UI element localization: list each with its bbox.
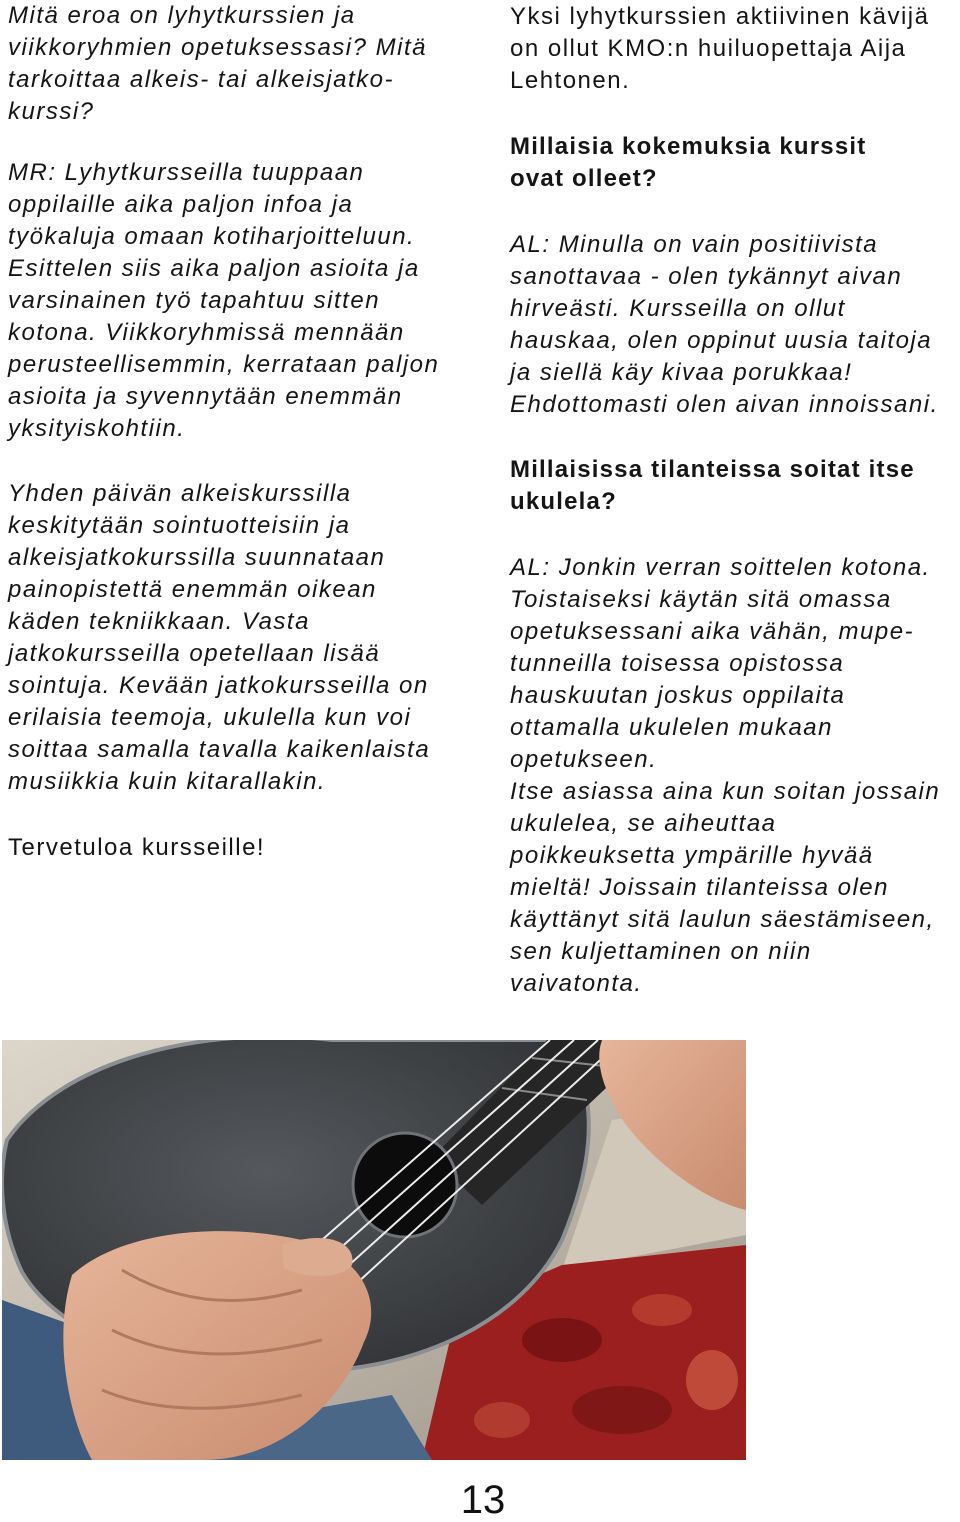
text-line: jatkokursseilla opetellaan lisää <box>8 640 381 667</box>
ukulele-photo <box>2 1040 746 1460</box>
text-line: tunneilla toisessa opistossa <box>510 650 845 677</box>
text-line: oppilaille aika paljon infoa ja <box>8 191 354 218</box>
text-line: ovat olleet? <box>510 165 658 192</box>
text-line: Millaisissa tilanteissa soitat itse <box>510 456 915 483</box>
text-line: Esittelen siis aika paljon asioita ja <box>8 255 420 282</box>
text-line: MR: Lyhytkursseilla tuuppaan <box>8 159 365 186</box>
text-line: opetukseen. <box>510 746 658 773</box>
text-line: Mitä eroa on lyhytkurssien ja <box>8 2 356 29</box>
text-line: sointuja. Kevään jatkokursseilla on <box>8 672 429 699</box>
left-question <box>8 0 427 128</box>
text-line: vaivatonta. <box>510 970 643 997</box>
text-line: ukulela? <box>510 488 617 515</box>
text-line: AL: Jonkin verran soittelen kotona. <box>510 554 931 581</box>
right-question-2 <box>510 454 915 518</box>
right-question-1 <box>510 131 866 195</box>
text-line: mieltä! Joissain tilanteissa olen <box>510 874 889 901</box>
text-line: hirveästi. Kursseilla on ollut <box>510 295 846 322</box>
page-number: 13 <box>460 1478 506 1522</box>
right-answer-2 <box>510 552 940 1000</box>
text-line: AL: Minulla on vain positiivista <box>510 231 879 258</box>
text-line: hauskuutan joskus oppilaita <box>510 682 846 709</box>
text-line: kotona. Viikkoryhmissä mennään <box>8 319 405 346</box>
text-line: poikkeuksetta ympärille hyvää <box>510 842 874 869</box>
text-line: Millaisia kokemuksia kurssit <box>510 133 867 160</box>
text-line: viikkoryhmien opetuksessasi? Mitä <box>8 34 427 61</box>
right-answer-1 <box>510 229 939 421</box>
text-line: perusteellisemmin, kerrataan paljon <box>8 351 440 378</box>
closing-line: Tervetuloa kursseille! <box>8 834 266 861</box>
text-line: Ehdottomasti olen aivan innoissani. <box>510 391 939 418</box>
text-line: varsinainen työ tapahtuu sitten <box>8 287 381 314</box>
text-line: ja siellä käy kivaa porukkaa! <box>510 359 853 386</box>
text-line: Yhden päivän alkeiskurssilla <box>8 480 352 507</box>
text-line: Itse asiassa aina kun soitan jossain <box>510 778 941 805</box>
text-line: työkaluja omaan kotiharjoitteluun. <box>8 223 416 250</box>
text-line: ottamalla ukulelen mukaan <box>510 714 834 741</box>
text-line: musiikkia kuin kitarallakin. <box>8 768 327 795</box>
text-line: Lehtonen. <box>510 67 631 94</box>
text-line: opetuksessani aika vähän, mupe- <box>510 618 915 645</box>
text-line: Yksi lyhytkurssien aktiivinen kävijä <box>510 3 930 30</box>
text-line: keskitytään sointuotteisiin ja <box>8 512 351 539</box>
text-line: erilaisia teemoja, ukulella kun voi <box>8 704 412 731</box>
text-line: sen kuljettaminen on niin <box>510 938 812 965</box>
text-line: soittaa samalla tavalla kaikenlaista <box>8 736 431 763</box>
text-line: käden tekniikkaan. Vasta <box>8 608 310 635</box>
text-line: alkeisjatkokurssilla suunnataan <box>8 544 386 571</box>
text-line: sanottavaa - olen tykännyt aivan <box>510 263 903 290</box>
text-line: kurssi? <box>8 98 95 125</box>
text-line: on ollut KMO:n huiluopettaja Aija <box>510 35 907 62</box>
left-closing <box>8 832 265 864</box>
text-line: painopistettä enemmän oikean <box>8 576 377 603</box>
sound-hole <box>353 1133 457 1237</box>
left-answer-1 <box>8 157 439 445</box>
text-line: käyttänyt sitä laulun säestämiseen, <box>510 906 935 933</box>
text-line: hauskaa, olen oppinut uusia taitoja <box>510 327 933 354</box>
right-intro <box>510 1 929 97</box>
left-answer-2 <box>8 478 430 798</box>
text-line: Toistaiseksi käytän sitä omassa <box>510 586 892 613</box>
text-line: tarkoittaa alkeis- tai alkeisjatko- <box>8 66 394 93</box>
text-line: yksityiskohtiin. <box>8 415 186 442</box>
text-line: asioita ja syvennytään enemmän <box>8 383 403 410</box>
text-line: ukulelea, se aiheuttaa <box>510 810 777 837</box>
